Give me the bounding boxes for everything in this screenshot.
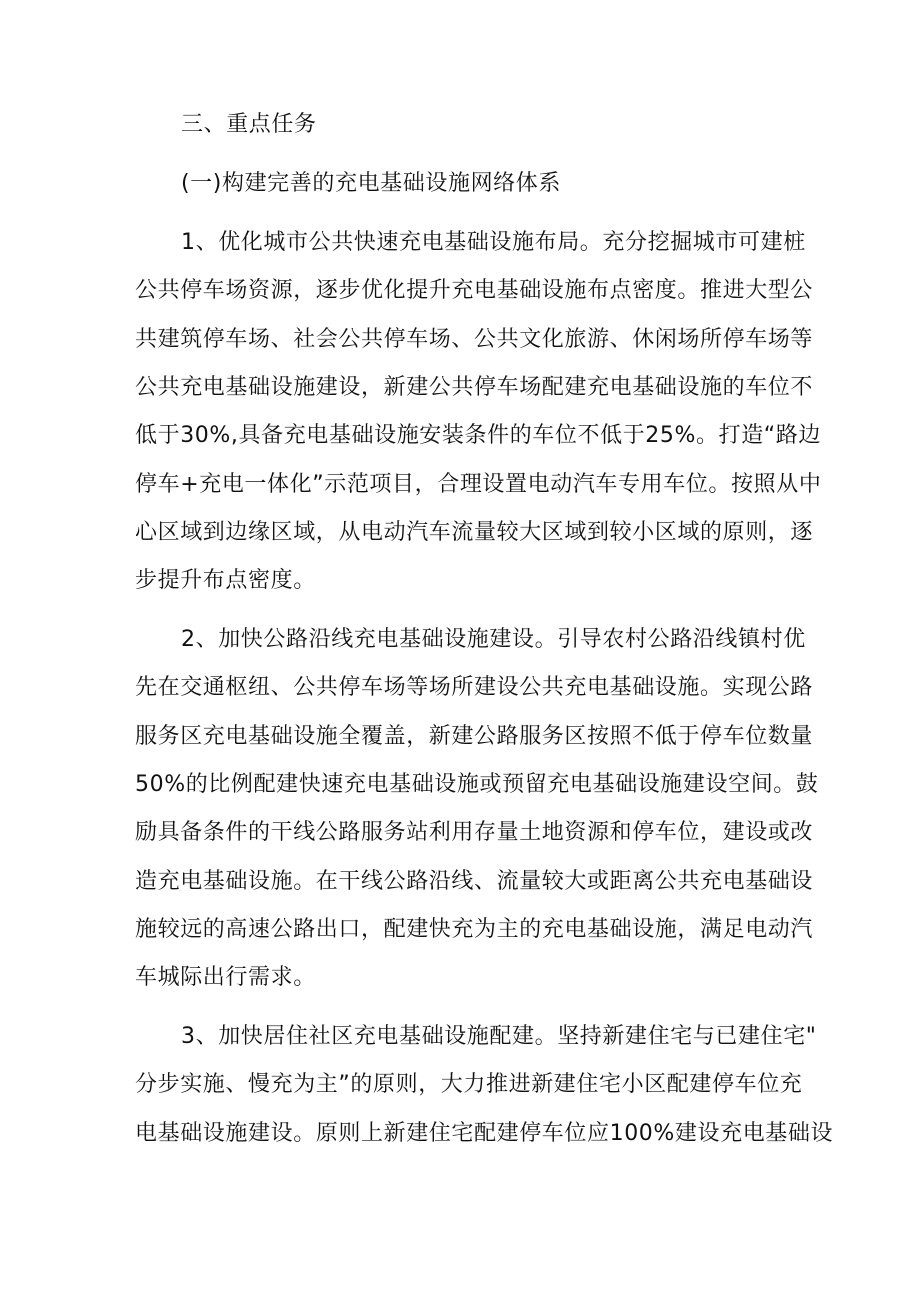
paragraph-2-line-6: 造充电基础设施。在干线公路沿线、流量较大或距离公共充电基础设 (135, 869, 814, 894)
paragraph-2-line-1: 2、加快公路沿线充电基础设施建设。引导农村公路沿线镇村优 (181, 627, 806, 652)
paragraph-1-line-5: 低于30%,具备充电基础设施安装条件的车位不低于25%。打造“路边 (135, 423, 821, 448)
paragraph-1-line-1: 1、优化城市公共快速充电基础设施布局。充分挖掘城市可建桩 (181, 230, 806, 255)
paragraph-2-line-4: 50%的比例配建快速充电基础设施或预留充电基础设施建设空间。鼓 (135, 772, 819, 797)
paragraph-1-line-4: 公共充电基础设施建设，新建公共停车场配建充电基础设施的车位不 (135, 375, 814, 400)
paragraph-2-line-3: 服务区充电基础设施全覆盖，新建公路服务区按照不低于停车位数量 (135, 724, 814, 749)
paragraph-1-line-6: 停车+充电一体化”示范项目，合理设置电动汽车专用车位。按照从中 (135, 472, 822, 497)
paragraph-1-line-8: 步提升布点密度。 (135, 568, 316, 593)
paragraph-2-line-8: 车城际出行需求。 (135, 965, 316, 990)
subsection-heading: (一)构建完善的充电基础设施网络体系 (181, 171, 561, 196)
paragraph-2-line-5: 励具备条件的干线公路服务站利用存量土地资源和停车位，建设或改 (135, 820, 814, 845)
paragraph-1-line-7: 心区域到边缘区域，从电动汽车流量较大区域到较小区域的原则，逐 (135, 520, 814, 545)
paragraph-1-line-3: 共建筑停车场、社会公共停车场、公共文化旅游、休闲场所停车场等 (135, 327, 814, 352)
paragraph-2-line-2: 先在交通枢纽、公共停车场等场所建设公共充电基础设施。实现公路 (135, 675, 814, 700)
paragraph-3-line-3: 电基础设施建设。原则上新建住宅配建停车位应100%建设充电基础设 (135, 1121, 834, 1146)
paragraph-3-line-2: 分步实施、慢充为主”的原则，大力推进新建住宅小区配建停车位充 (135, 1072, 803, 1097)
paragraph-3-line-1: 3、加快居住社区充电基础设施配建。坚持新建住宅与已建住宅" (181, 1024, 817, 1049)
section-heading: 三、重点任务 (181, 112, 317, 137)
paragraph-1-line-2: 公共停车场资源，逐步优化提升充电基础设施布点密度。推进大型公 (135, 278, 814, 303)
paragraph-2-line-7: 施较远的高速公路出口，配建快充为主的充电基础设施，满足电动汽 (135, 917, 814, 942)
